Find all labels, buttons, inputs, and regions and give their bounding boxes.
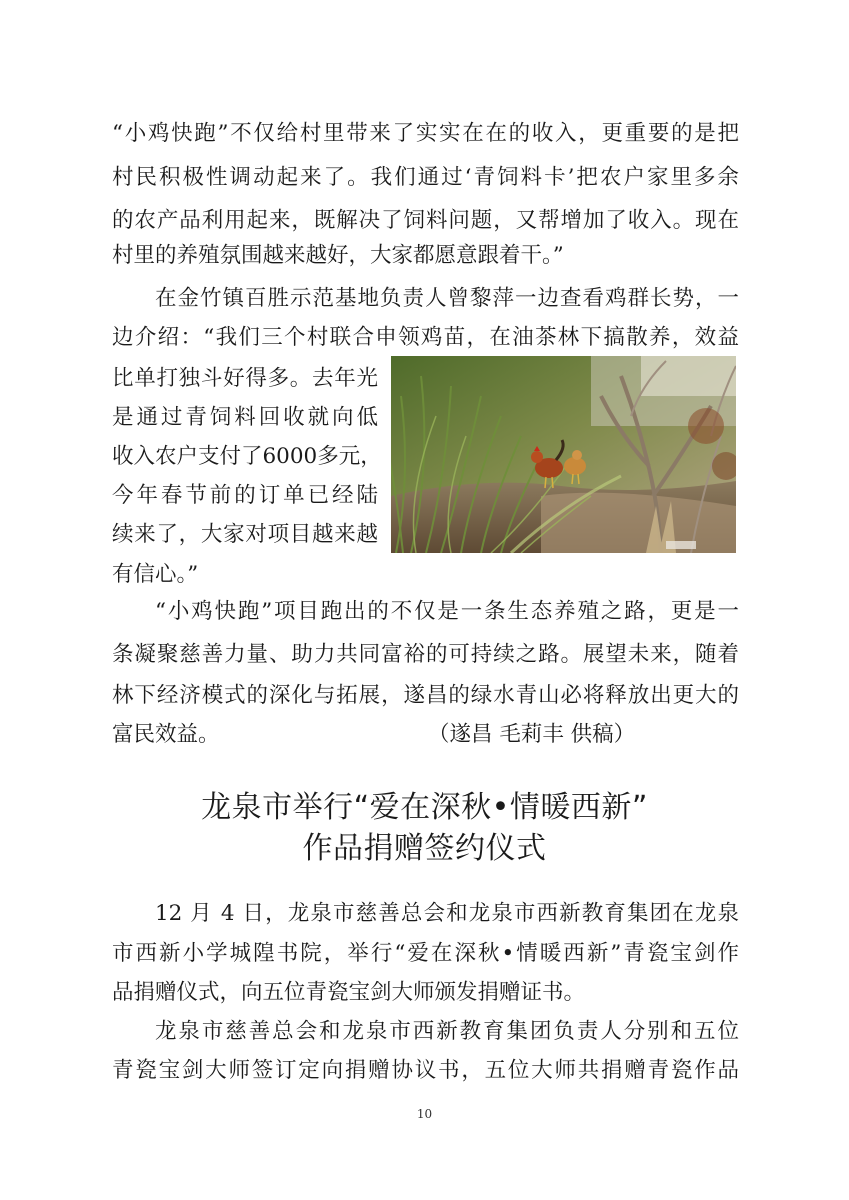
article-credit: （遂昌 毛莉丰 供稿） — [428, 722, 636, 747]
text-line: 条凝聚慈善力量、助力共同富裕的可持续之路。展望未来，随着 — [112, 642, 739, 667]
article-title-line-2: 作品捐赠签约仪式 — [302, 831, 547, 866]
text-line: 今年春节前的订单已经陆 — [112, 483, 378, 508]
text-line: 有信心。” — [112, 562, 199, 587]
text-line: “小鸡快跑”不仅给村里带来了实实在在的收入，更重要的是把 — [112, 121, 739, 146]
text-line: 在金竹镇百胜示范基地负责人曾黎萍一边查看鸡群长势，一 — [155, 286, 739, 311]
text-line: 比单打独斗好得多。去年光 — [112, 366, 378, 391]
text-line: 村里的养殖氛围越来越好，大家都愿意跟着干。” — [112, 243, 564, 268]
article-title-line-1: 龙泉市举行“爱在深秋•情暖西新” — [201, 790, 648, 825]
text-line: 富民效益。 — [112, 722, 220, 747]
text-line: 市西新小学城隍书院，举行“爱在深秋•情暖西新”青瓷宝剑作 — [112, 941, 739, 966]
text-line: 是通过青饲料回收就向低 — [112, 405, 378, 430]
text-line: 12 月 4 日，龙泉市慈善总会和龙泉市西新教育集团在龙泉 — [155, 901, 739, 926]
text-line: 边介绍：“我们三个村联合申领鸡苗，在油茶林下搞散养，效益 — [112, 325, 739, 350]
text-line: 龙泉市慈善总会和龙泉市西新教育集团负责人分别和五位 — [155, 1019, 739, 1044]
text-line: 收入农户支付了6000多元， — [112, 444, 382, 469]
chickens-photo — [391, 356, 736, 553]
text-line: 村民积极性调动起来了。我们通过‘青饲料卡’把农户家里多余 — [112, 165, 739, 190]
page-number: 10 — [416, 1107, 433, 1121]
text-line: 林下经济模式的深化与拓展，遂昌的绿水青山必将释放出更大的 — [112, 683, 739, 708]
text-line: 续来了，大家对项目越来越 — [112, 522, 378, 547]
text-line: 青瓷宝剑大师签订定向捐赠协议书，五位大师共捐赠青瓷作品 — [112, 1058, 739, 1083]
text-line: 品捐赠仪式，向五位青瓷宝剑大师颁发捐赠证书。 — [112, 980, 586, 1005]
text-line: 的农产品利用起来，既解决了饲料问题，又帮增加了收入。现在 — [112, 208, 739, 233]
text-line: “小鸡快跑”项目跑出的不仅是一条生态养殖之路，更是一 — [155, 599, 739, 624]
